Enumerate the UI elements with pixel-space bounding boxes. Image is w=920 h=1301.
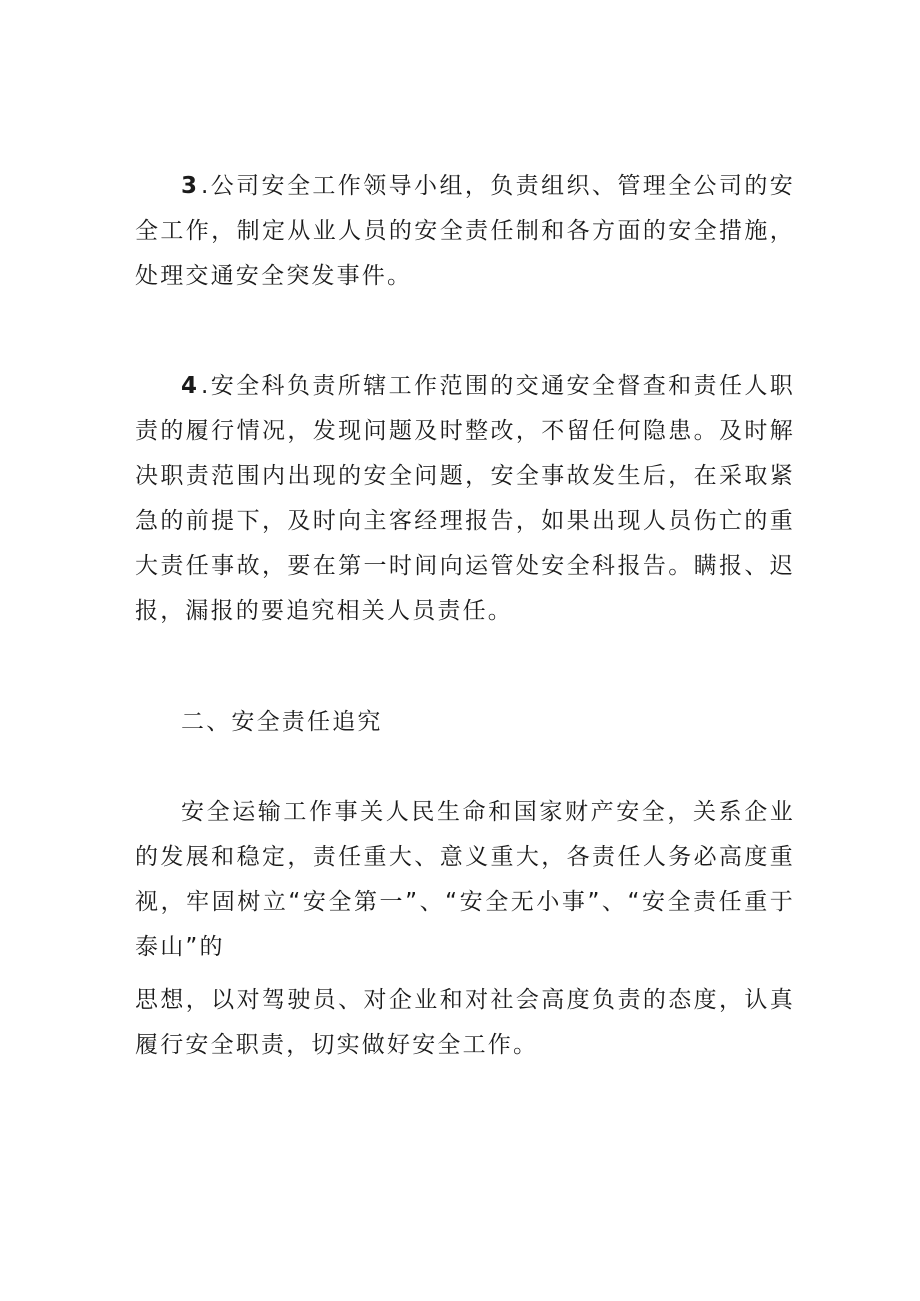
paragraph-item-4 [135,364,795,634]
paragraph-text: .安全科负责所辖工作范围的交通安全督查和责任人职责的履行情况，发现问题及时整改，不留任何隐患。及时解决职责范围内出现的安全问题，安全事故发生后，在采取紧急的前提下，及时向主客经理报告，如果出现人员伤亡的重大责任事故，要在第一时间向运管处安全科报告。瞒报、迟报，漏报的要追究相关人员责任。 [135,373,795,624]
paragraph-responsibility: 安全运输工作事关人民生命和国家财产安全，关系企业的发展和稳定，责任重大、意义重大，各责任人务必高度重视，牢固树立“安全第一”、“安全无小事”、“安全责任重于泰山”的 [135,799,795,960]
item-number: 4 [181,373,202,399]
paragraph-item-3 [135,164,795,299]
section-heading: 二、安全责任追究 [181,709,383,735]
paragraph-text: .公司安全工作领导小组，负责组织、管理全公司的安全工作，制定从业人员的安全责任制和各方面的安全措施，处理交通安全突发事件。 [135,173,795,289]
item-number: 3 [181,173,202,199]
paragraph-responsibility-continued: 思想，以对驾驶员、对企业和对社会高度负责的态度，认真履行安全职责，切实做好安全工作。 [135,987,795,1058]
